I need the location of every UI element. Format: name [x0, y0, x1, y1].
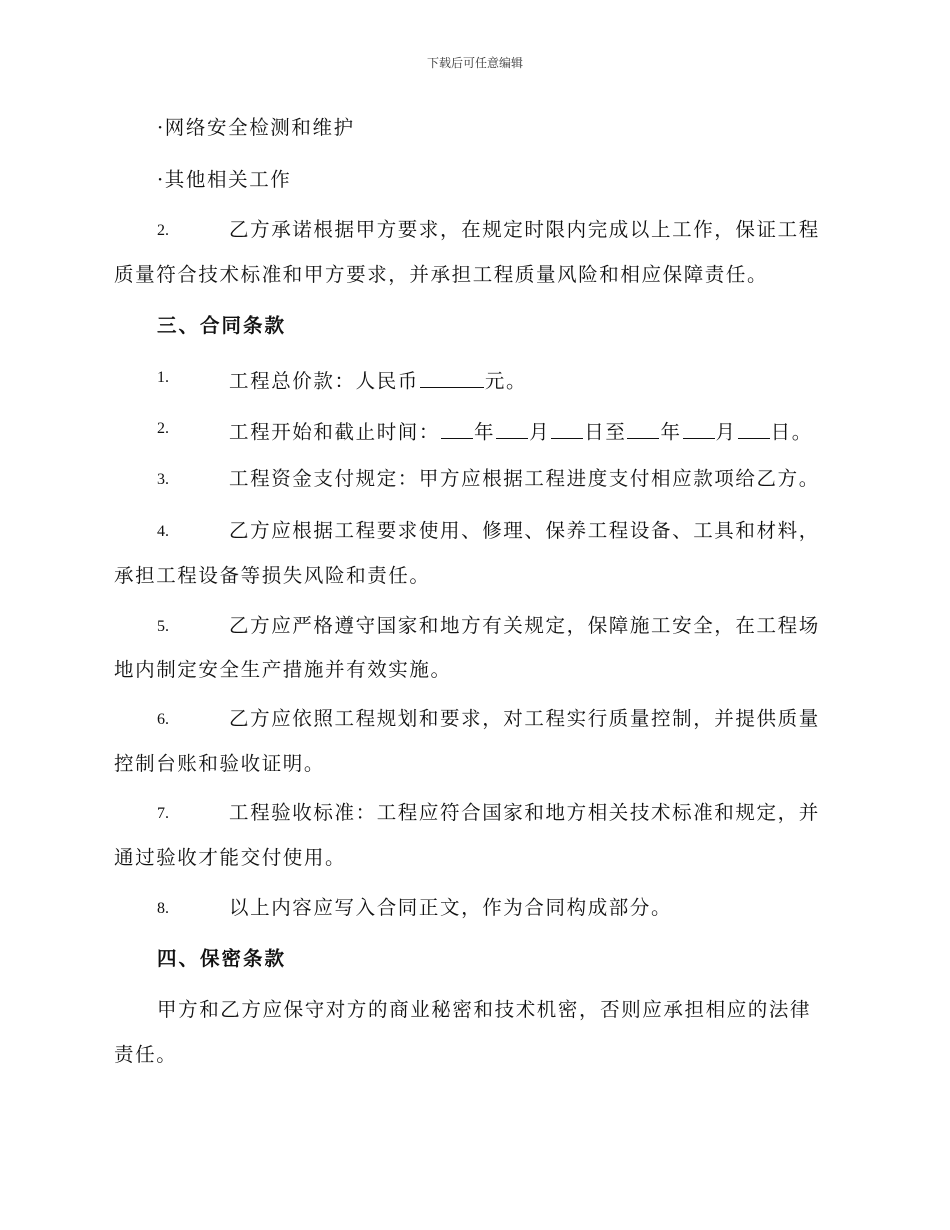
item-text-line: 以上内容应写入合同正文，作为合同构成部分。 — [229, 896, 673, 919]
date-label: 年 — [660, 420, 682, 444]
item-text-line: 乙方承诺根据甲方要求，在规定时限内完成以上工作，保证工程 — [229, 218, 820, 241]
item-number: 3. — [157, 471, 169, 488]
item-text-line: 地内制定安全生产措施并有效实施。 — [114, 658, 452, 681]
fill-in-blank — [627, 418, 659, 439]
paragraph-line: 责任。 — [114, 1043, 178, 1066]
item-number: 7. — [157, 805, 169, 822]
item-text-line: 乙方应严格遵守国家和地方有关规定，保障施工安全，在工程场 — [229, 614, 820, 637]
date-label: 月 — [529, 420, 551, 444]
section-heading-contract-terms: 三、合同条款 — [157, 314, 287, 337]
item-text-line: 通过验收才能交付使用。 — [114, 846, 347, 869]
date-label: 年 — [474, 420, 496, 444]
item-text-line: 控制台账和验收证明。 — [114, 752, 326, 775]
item-text: 工程总价款：人民币 — [229, 369, 419, 393]
item-number: 4. — [157, 523, 169, 540]
item-text-line: 工程资金支付规定：甲方应根据工程进度支付相应款项给乙方。 — [229, 467, 820, 490]
fill-in-blank — [441, 418, 473, 439]
item-number: 2. — [157, 222, 169, 239]
item-text: 工程开始和截止时间： — [229, 420, 441, 444]
section-heading-confidentiality: 四、保密条款 — [157, 947, 287, 970]
item-text: 元。 — [484, 369, 528, 393]
item-text-line: 工程验收标准：工程应符合国家和地方相关技术标准和规定，并 — [229, 801, 820, 824]
item-text-line: 乙方应根据工程要求使用、修理、保养工程设备、工具和材料， — [229, 519, 820, 542]
item-text-line: 质量符合技术标准和甲方要求，并承担工程质量风险和相应保障责任。 — [114, 263, 769, 286]
item-number: 5. — [157, 618, 169, 635]
fill-in-blank — [551, 418, 583, 439]
bullet-network-security: ·网络安全检测和维护 — [157, 116, 355, 139]
item-number: 6. — [157, 711, 169, 728]
page-header-note: 下载后可任意编辑 — [426, 56, 523, 70]
item-text-line: 乙方应依照工程规划和要求，对工程实行质量控制，并提供质量 — [229, 707, 820, 730]
item-start-end-time — [229, 418, 813, 442]
paragraph-line: 甲方和乙方应保守对方的商业秘密和技术机密，否则应承担相应的法律 — [157, 998, 812, 1021]
date-label: 日至 — [584, 420, 627, 444]
item-text-line: 承担工程设备等损失风险和责任。 — [114, 564, 431, 587]
date-label: 日。 — [770, 420, 813, 444]
date-label: 月 — [715, 420, 737, 444]
fill-in-blank — [683, 418, 715, 439]
item-number: 2. — [157, 420, 169, 437]
item-total-price — [229, 367, 527, 391]
fill-in-blank — [738, 418, 770, 439]
item-number: 8. — [157, 900, 169, 917]
fill-in-blank — [420, 367, 484, 388]
item-number: 1. — [157, 369, 169, 386]
fill-in-blank — [496, 418, 528, 439]
bullet-other-work: ·其他相关工作 — [157, 168, 292, 191]
